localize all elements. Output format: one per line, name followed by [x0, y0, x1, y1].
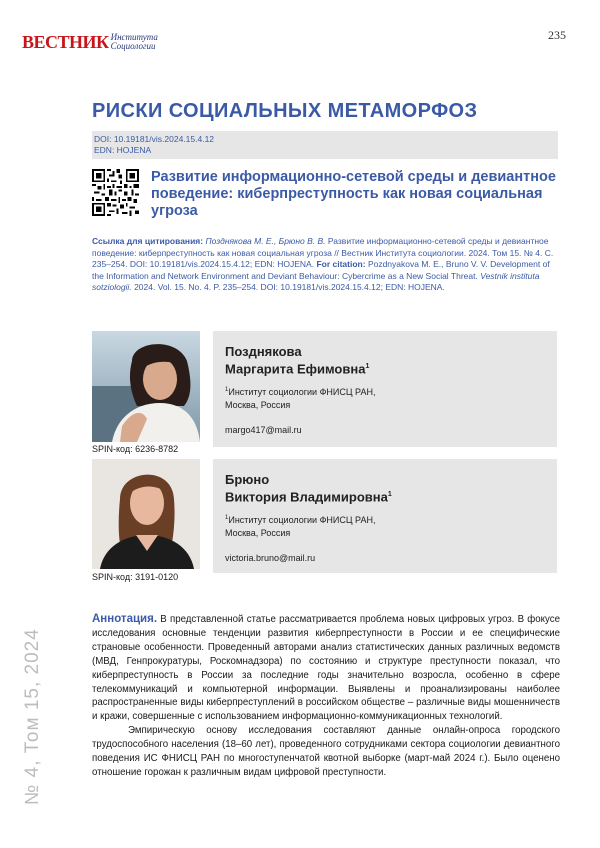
author-affiliation: $^1$Институт социологии ФНИСЦ РАН, Москва, Россия: [225, 387, 376, 411]
citation-en-text-2: 2024. Vol. 15. No. 4. P. 235–254. DOI: 10.19181/vis.2024.15.4.12; EDN: HOJENA.: [134, 282, 445, 292]
author-photo: [92, 331, 200, 442]
journal-logo: [22, 33, 158, 51]
section-title: РИСКИ СОЦИАЛЬНЫХ МЕТАМОРФОЗ: [92, 100, 478, 122]
page-number: 235: [548, 28, 566, 42]
citation-ru-text: Развитие информационно-сетевой среды и девиантное поведение: киберпреступность как новая социальная угроза // Вестник Института социологии. 2024. Том 15. № 4. С. 235–254. DOI: 10.19181/vis.2024.15.4.12; EDN: HOJENA.: [92, 236, 554, 269]
author-card: [213, 459, 557, 573]
qr-code-icon: [92, 169, 139, 216]
author-card: [213, 331, 557, 447]
citation-en-journal: Vestnik instituta sotziologii.: [92, 270, 540, 292]
author-name: Позднякова Маргарита Ефимовна$^1$: [225, 344, 370, 377]
author-photo: [92, 459, 200, 569]
author-name: Брюно Виктория Владимировна$^1$: [225, 472, 392, 505]
author-email[interactable]: victoria.bruno@mail.ru: [225, 553, 316, 564]
author-spin: SPIN-код: 3191-0120: [92, 572, 179, 582]
citation-en-label: For citation:: [316, 259, 366, 269]
author-spin: SPIN-код: 6236-8782: [92, 444, 179, 454]
article-title: Развитие информационно-сетевой среды и девиантное поведение: киберпреступность как новая социальная угроза: [151, 169, 556, 219]
abstract-paragraph-2: Эмпирическую основу исследования составляют данные онлайн-опроса городского трудоспособного населения (18–60 лет), проведенного сотрудниками сектора социологии девиантного поведения ИС ФНИСЦ РАН по многоступенчатой квотной выборке (март-май 2024 г.). Было оценено отношение горожан к различным видам цифровой преступности.: [92, 725, 560, 778]
doi-box: [92, 131, 558, 159]
issue-label: № 4, Том 15, 2024: [22, 628, 43, 805]
doi-text[interactable]: DOI: 10.19181/vis.2024.15.4.12: [94, 134, 215, 144]
author-affiliation: $^1$Институт социологии ФНИСЦ РАН, Москва, Россия: [225, 515, 376, 539]
logo-sub-text: Института Социологии: [110, 32, 158, 51]
citation-ru-authors: Позднякова М. Е., Брюно В. В.: [205, 236, 326, 246]
citation-ru-label: Ссылка для цитирования:: [92, 236, 204, 246]
abstract-paragraph-1: В представленной статье рассматривается проблема новых цифровых угроз. В фокусе исследования основные тенденции развития киберпреступности в России и ее специфические страновые особенности. Проведенный авторами анализ статистических данных различных ведомств (МВД, Генпрокуратуры, Роскомнадзора) по состоянию и структуре преступности показал, что киберпреступность в России за последние годы значительно возросла, особенно в сфере телекоммуникаций и компьютерной информации. Выявлены и проанализированы наиболее распространенные виды киберпреступлений в российском обществе – различные виды мошенничеств и кражи, совершенные с использованием информационно-коммуникационных технологий.: [92, 614, 560, 723]
edn-text: EDN: HOJENA: [94, 145, 152, 155]
abstract: [92, 613, 560, 780]
author-email[interactable]: margo417@mail.ru: [225, 425, 302, 436]
logo-main-text: ВЕСТНИК: [22, 32, 109, 52]
citation-block: [92, 236, 562, 294]
citation-en-text-1: Pozdnyakova M. E., Bruno V. V. Development of the Information and Network Environment and Deviant Behaviour: Cybercrime as a New Social Threat.: [92, 259, 550, 281]
abstract-label: Аннотация.: [92, 613, 158, 625]
